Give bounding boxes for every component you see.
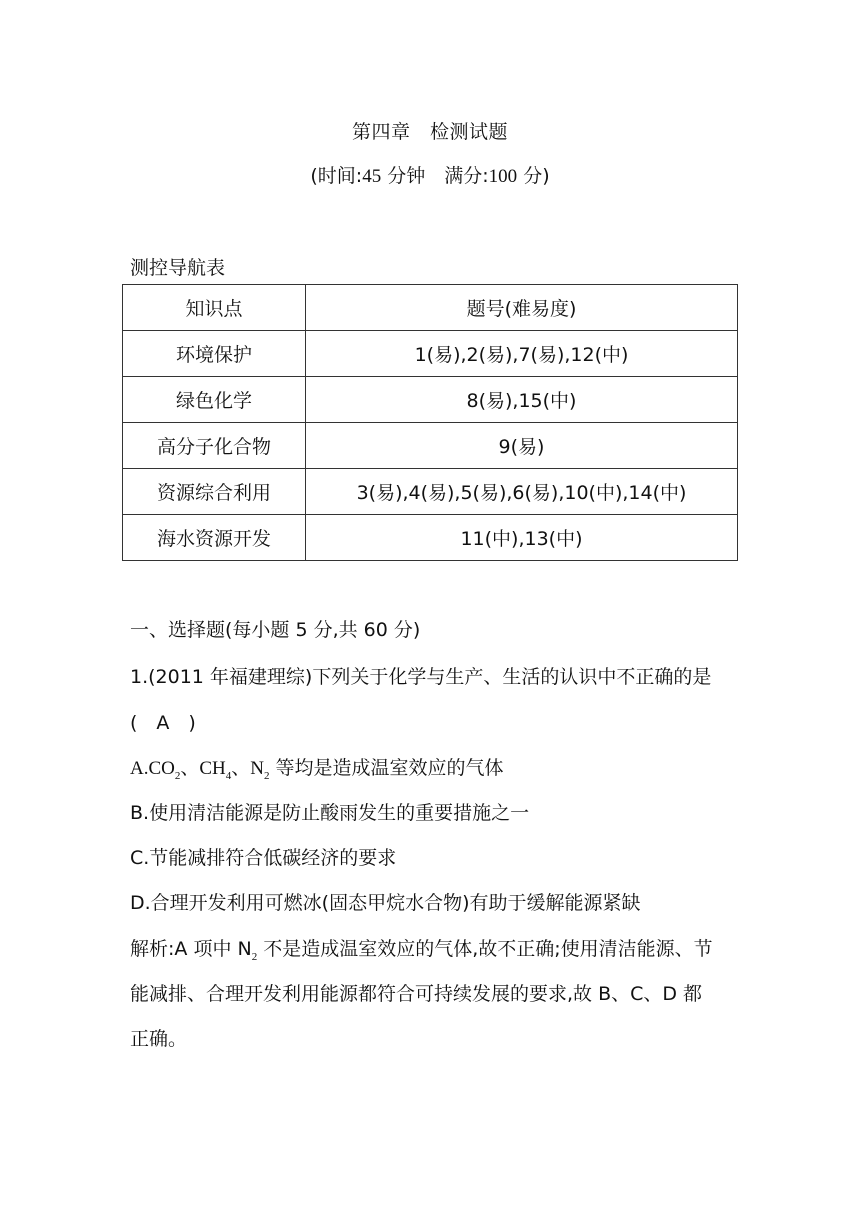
header-questions: 题号(难易度) <box>306 285 738 331</box>
page-subtitle <box>0 161 860 188</box>
score-value: 100 <box>488 166 518 187</box>
topic-cell: 资源综合利用 <box>123 469 306 515</box>
questions-cell: 1(易),2(易),7(易),12(中) <box>306 331 738 377</box>
page-title: 第四章 检测试题 <box>351 121 508 143</box>
topic-cell: 绿色化学 <box>123 377 306 423</box>
section-heading: 一、选择题(每小题 5 分,共 60 分) <box>130 619 421 641</box>
score-suffix: 分) <box>517 165 550 187</box>
subtitle-prefix: (时间: <box>310 165 363 187</box>
analysis-sub: 2 <box>251 950 258 963</box>
table-row <box>123 469 738 515</box>
option-a-mid1: 、CH <box>180 758 226 779</box>
analysis-line-1 <box>130 934 713 963</box>
option-c: C.节能减排符合低碳经济的要求 <box>130 847 397 869</box>
topic-cell: 环境保护 <box>123 331 306 377</box>
option-d: D.合理开发利用可燃冰(固态甲烷水合物)有助于缓解能源紧缺 <box>130 892 641 914</box>
analysis-line-3: 正确。 <box>130 1028 188 1050</box>
table-row <box>123 515 738 561</box>
questions-cell: 9(易) <box>306 423 738 469</box>
option-b: B.使用清洁能源是防止酸雨发生的重要措施之一 <box>130 802 530 824</box>
option-a-prefix: A.CO <box>130 758 175 779</box>
questions-cell: 3(易),4(易),5(易),6(易),10(中),14(中) <box>306 469 738 515</box>
navigation-table <box>122 284 738 561</box>
topic-cell: 高分子化合物 <box>123 423 306 469</box>
answer-line: ( A ) <box>130 712 196 734</box>
questions-cell: 11(中),13(中) <box>306 515 738 561</box>
time-value: 45 <box>362 166 382 187</box>
header-topic: 知识点 <box>123 285 306 331</box>
table-caption: 测控导航表 <box>130 257 226 279</box>
option-a-sub3: 2 <box>264 769 270 782</box>
table-row <box>123 377 738 423</box>
topic-cell: 海水资源开发 <box>123 515 306 561</box>
option-a-sub1: 2 <box>174 769 181 782</box>
time-unit: 分钟 满分: <box>381 165 489 187</box>
table-header-row <box>123 285 738 331</box>
analysis-line-2: 能减排、合理开发利用能源都符合可持续发展的要求,故 B、C、D 都 <box>130 983 703 1005</box>
table-row <box>123 331 738 377</box>
questions-cell: 8(易),15(中) <box>306 377 738 423</box>
question-stem: 1.(2011 年福建理综)下列关于化学与生产、生活的认识中不正确的是 <box>130 666 712 688</box>
analysis-rest: 不是造成温室效应的气体,故不正确;使用清洁能源、节 <box>257 938 713 960</box>
option-a-sub2: 4 <box>225 769 232 782</box>
option-a <box>130 753 504 782</box>
option-a-rest: 等均是造成温室效应的气体 <box>269 757 504 779</box>
option-a-mid2: 、N <box>231 758 265 779</box>
analysis-prefix: 解析:A 项中 N <box>130 938 252 960</box>
table-row <box>123 423 738 469</box>
